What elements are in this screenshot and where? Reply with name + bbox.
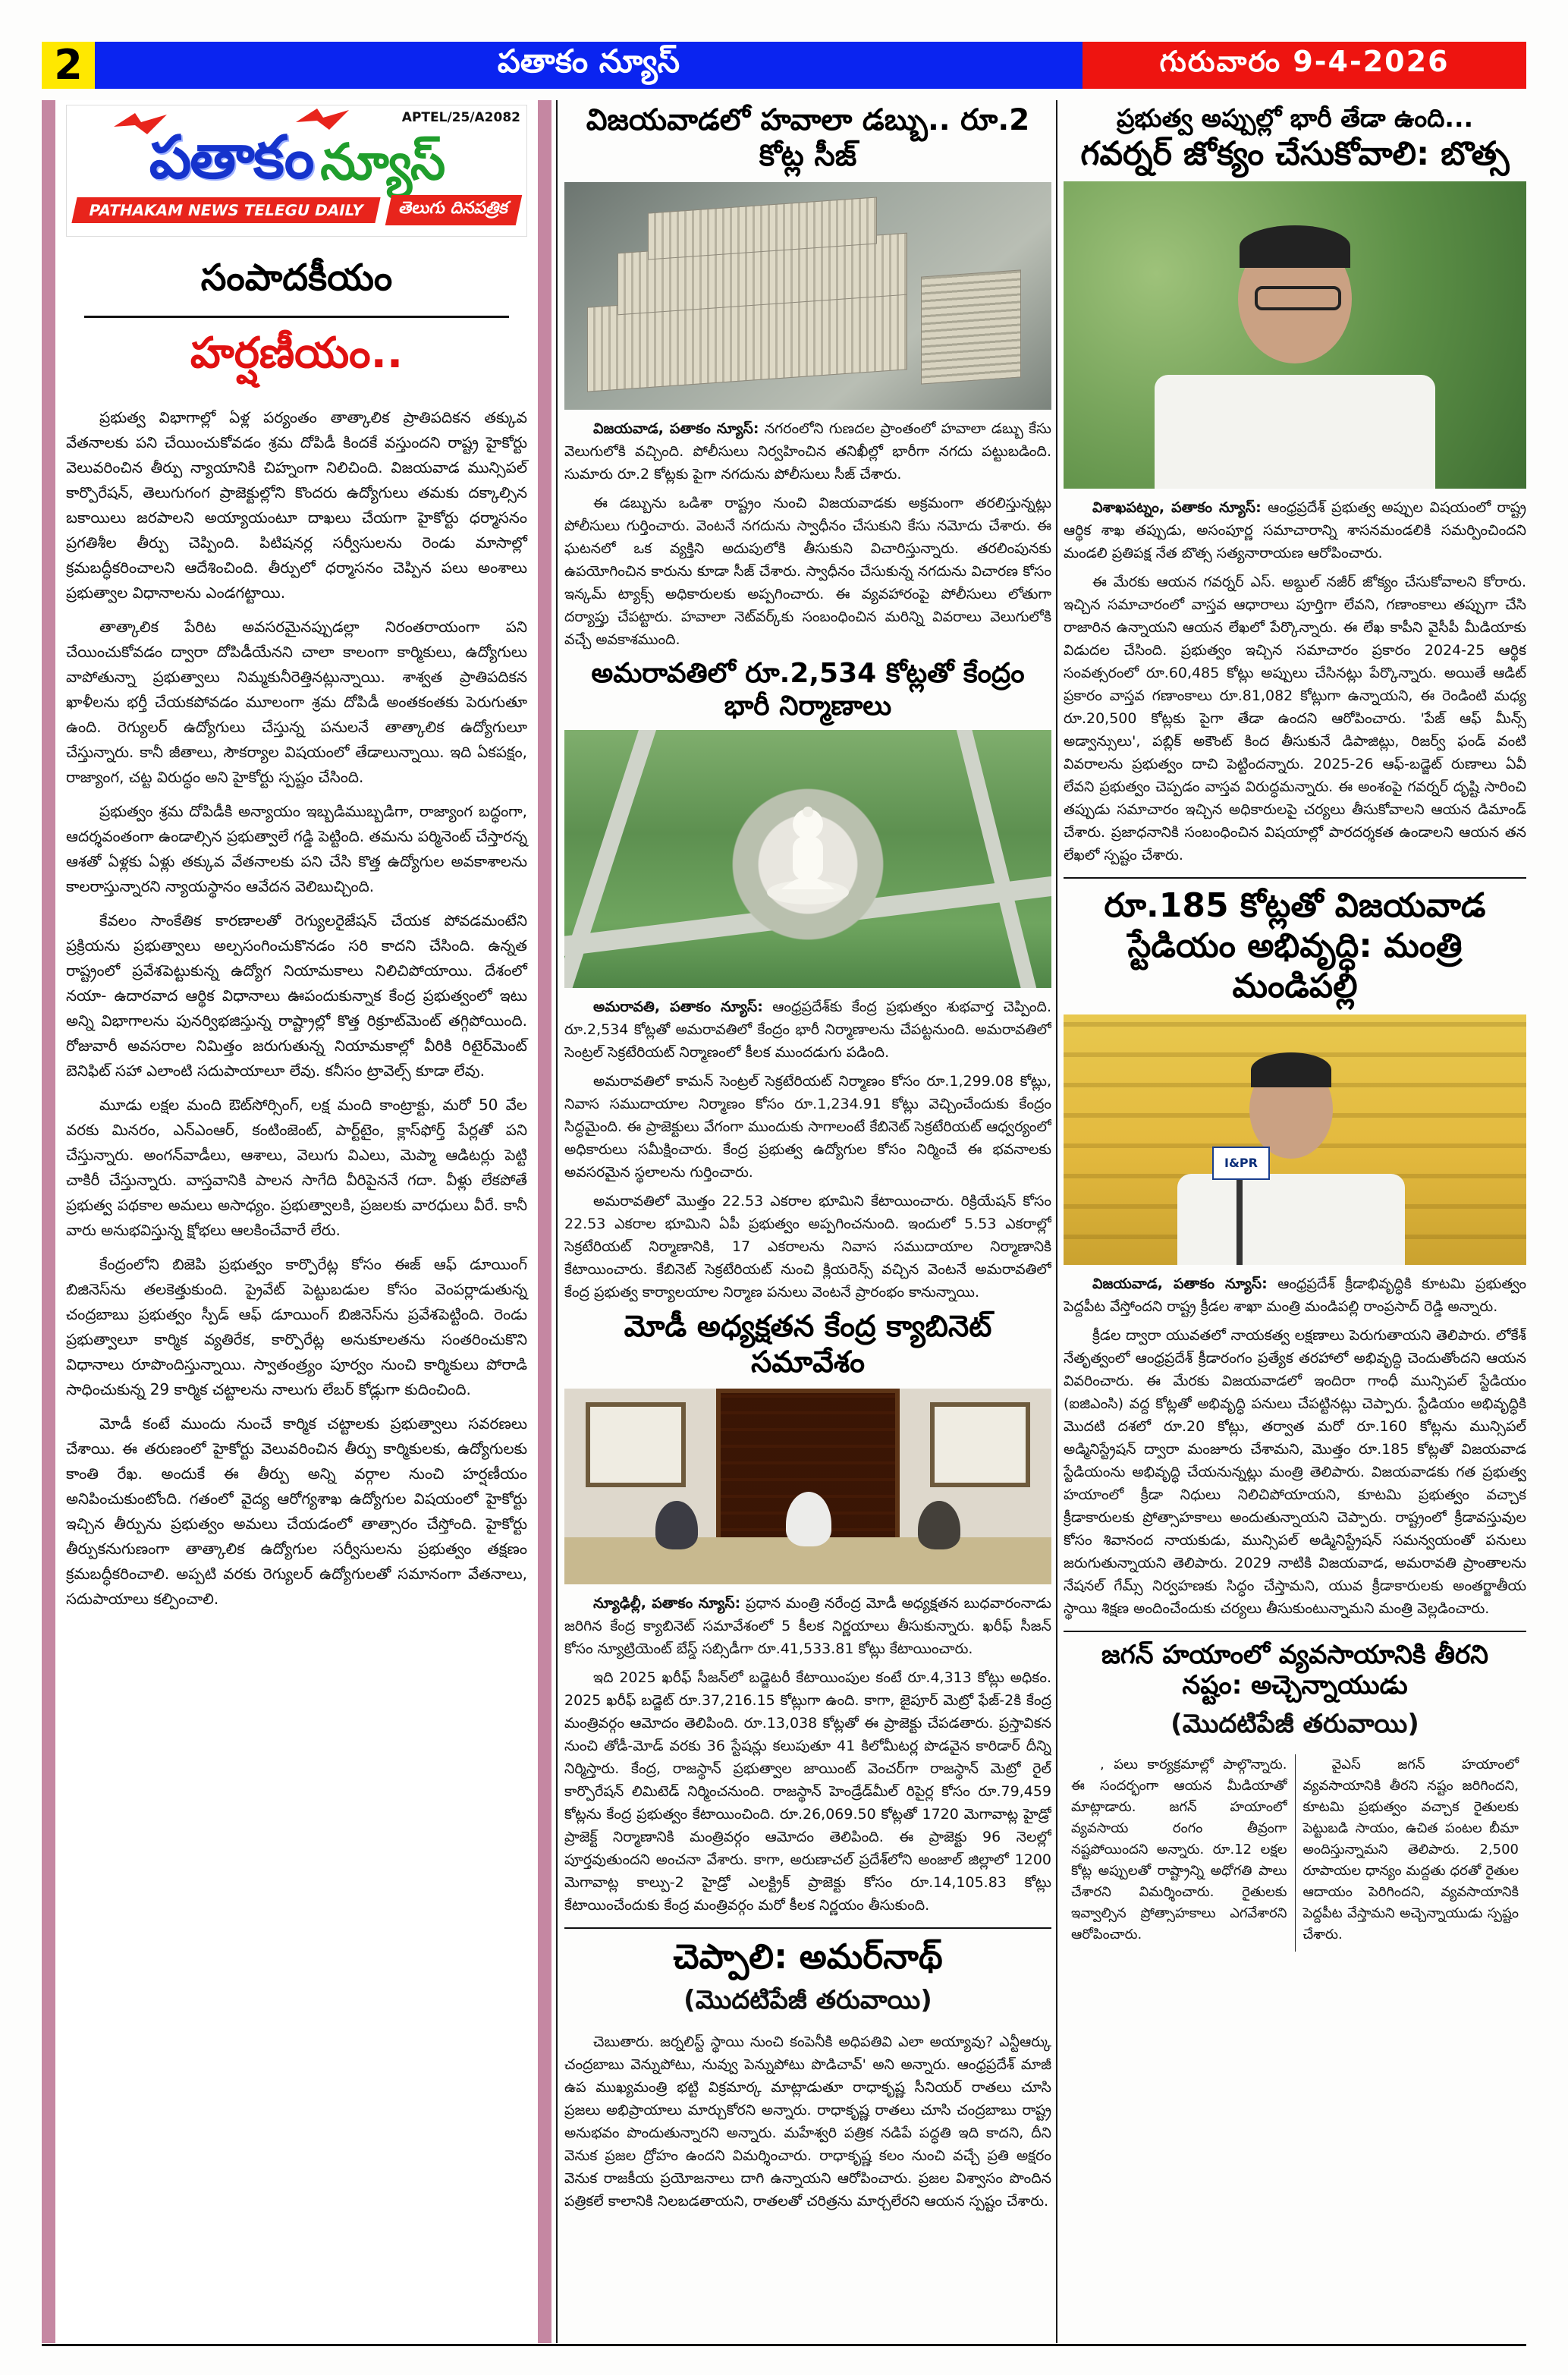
article-headline: మోడీ అధ్యక్షతన కేంద్ర క్యాబినెట్ సమావేశం (624, 1309, 992, 1379)
editorial-body (66, 405, 527, 1612)
mic-flag-label: I&PR (1212, 1147, 1270, 1180)
editorial-title: హర్షణీయం.. (190, 329, 404, 379)
person-shape (918, 1501, 960, 1549)
date-banner: గురువారం 9-4-2026 (1083, 42, 1526, 89)
cash-bundle-shape (921, 269, 1021, 384)
two-column-body (1064, 1754, 1526, 1952)
lead-text: ప్రధాన మంత్రి నరేంద్ర మోడీ అధ్యక్షతన బుధవారంనాడు జరిగిన కేంద్ర క్యాబినెట్ సమావేశంలో 5 కీలక నిర్ణయాలు తీసుకున్నారు. ఖరీఫ్ సీజన్ కోసం న్యూట్రియెంట్ బేస్డ్ సబ్సిడీగా రూ.41,533.81 కోట్లు కేటాయించారు. (564, 1594, 1051, 1657)
botsa-portrait-photo (1064, 181, 1526, 489)
body-paragraphs (1064, 1324, 1526, 1620)
ribbon-telugu-label: తెలుగు దినపత్రిక (385, 195, 522, 225)
logo-ribbon (74, 195, 519, 225)
lead-text: ఆంధ్రప్రదేశ్ క్రీడాభివృద్ధికి కూటమి ప్రభుత్వం పెద్దపీట వేస్తోందని రాష్ట్ర క్రీడల శాఖా మంత్రి మండిపల్లి రాంప్రసాద్ రెడ్డి అన్నారు. (1064, 1275, 1526, 1315)
flag-icon (294, 107, 350, 133)
person-shape (655, 1501, 698, 1549)
lead-text: నగరంలోని గుణదల ప్రాంతంలో హవాలా డబ్బు కేసు వెలుగులోకి వచ్చింది. పోలీసులు నిర్వహించిన తనిఖీల్లో భారీగా నగదు పట్టుబడింది. సుమారు రూ.2 కోట్లకు పైగా నగదును పోలీసులు సీజ్ చేశారు. (564, 420, 1051, 483)
road-shape (952, 730, 1044, 988)
column-divider-right (1056, 100, 1057, 2343)
article-separator (564, 1927, 1051, 1929)
middle-column (564, 100, 1051, 2343)
article-body (1064, 1272, 1526, 1620)
hair-shape (1251, 1052, 1331, 1087)
body-paragraphs (564, 2031, 1051, 2213)
paragraph: తాత్కాలిక పేరిట అవసరమైనప్పుడల్లా నిరంతరాయంగా పని చేయించుకోవడం ద్వారా దోపిడీయేనని చాలా కాలంగా కార్మికులు, ఉద్యోగులు వాపోతున్నా ప్రభుత్వాలు నిమ్మకునీరెత్తినట్లున్నాయి. శాశ్వత ప్రాతిపదికన ఖాళీలను భర్తీ చేయకపోవడం మూలంగా శ్రమ దోపిడీ అంతకంతకు పెరుగుతూ ఉంది. రెగ్యులర్ ఉద్యోగులు చేస్తున్న పనులనే తాత్కాలిక ఉద్యోగులూ చేస్తున్నారు. కానీ జీతాలు, సౌకర్యాల విషయంలో తేడాలున్నాయి. ఇది ఏకపక్షం, రాజ్యాంగ, చట్ట విరుద్ధం అని హైకోర్టు స్పష్టం చేసింది. (66, 618, 527, 787)
flag-icon (112, 112, 168, 137)
article-governor-botsa (1064, 103, 1526, 867)
paragraph: అమరావతిలో మొత్తం 22.53 ఎకరాల భూమిని కేటాయించారు. రిక్రియేషన్ కోసం 22.53 ఎకరాల భూమిని ఏపీ ప్రభుత్వం అప్పగించనుంది. ఇందులో 5.53 ఎకరాల్లో సెక్రటేరియట్ నిర్మాణానికి, 17 ఎకరాలను నివాస సముదాయాల నిర్మాణానికి కేటాయించారు. కేబినెట్ సెక్రటేరియట్ నుంచి క్లియరెన్స్ వచ్చిన వెంటనే అమరావతిలో కేంద్ర ప్రభుత్వ కార్యాలయాల నిర్మాణ పనులు వెంటనే ప్రారంభం కానున్నాయి. (564, 1192, 1051, 1301)
editorial-section-heading: సంపాదకీయం (200, 256, 393, 300)
continuation-note: (మొదటిపేజీ తరువాయి) (1171, 1709, 1419, 1740)
article-body (564, 2031, 1051, 2213)
article-separator (1064, 877, 1526, 879)
cabinet-meeting-photo (564, 1389, 1051, 1584)
paragraph: కేవలం సాంకేతిక కారణాలతో రెగ్యులరైజేషన్ చేయక పోవడమంటేని ప్రక్రియను ప్రభుత్వాలు అల్పసంగించుకొనడం సరి కాదని చేసింది. ఉన్నత రాష్ట్రంలో ప్రవేశపెట్టుకున్న ఉద్యోగ నియామకాలు నిలిచిపోయాయి. దేశంలో నయా- ఉదారవాద ఆర్థిక విధానాలు ఊపందుకున్నాక కేంద్ర ప్రభుత్వంలో ఇటు అన్ని విభాగాలను పునర్విభజిస్తున్న రాష్ట్రాల్లో కొత్త రిక్రూట్‌మెంట్ తగ్గిపోయింది. రోజువారీ అవసరాల నిమిత్తం జరుగుతున్న నియామకాల్లో వీరికి రిటైర్‌మెంట్ బెనిఫిట్ సహా ఎలాంటి సదుపాయాలూ లేవు. కనీసం ట్రావెల్స్ కూడా లేవు. (66, 911, 527, 1081)
article-cheppali-amarnath (564, 1936, 1051, 2213)
lead-text: ఆంధ్రప్రదేశ్‌కు కేంద్ర ప్రభుత్వం శుభవార్త చెప్పింది. రూ.2,534 కోట్లతో అమరావతిలో కేంద్రం భారీ నిర్మాణాలను చేపట్టనుంది. అమరావతిలో సెంట్రల్ సెక్రటేరియట్ నిర్మాణంలో కీలక ముందడుగు పడింది. (564, 998, 1051, 1061)
article-headline: చెప్పాలి: అమర్‌నాథ్ (673, 1936, 943, 1977)
body-paragraphs (564, 1666, 1051, 1917)
column-divider-left (556, 100, 558, 2343)
article-kicker: ప్రభుత్వ అప్పుల్లో భారీ తేడా ఉంది... (1116, 103, 1474, 133)
shirt-shape (1155, 375, 1435, 489)
article-body (564, 1592, 1051, 1917)
paragraph: కేంద్రంలోని బిజెపి ప్రభుత్వం కార్పొరేట్ల కోసం ఈజ్ ఆఫ్ డూయింగ్ బిజినెస్‌ను తలకెత్తుకుంది. ప్రైవేట్ పెట్టుబడుల కోసం వెంపర్లాడుతున్న చంద్రబాబు ప్రభుత్వం స్పీడ్ ఆఫ్ డూయింగ్ బిజినెస్‌ను ప్రవేశపెట్టింది. రెండు ప్రభుత్వాలూ కార్మిక వ్యతిరేక, కార్పొరేట్ల అనుకూలతను సంతరించుకొని విధానాలు రూపొందిస్తున్నాయి. స్వాతంత్ర్యం పూర్వం నుంచి కార్మికులు పోరాడి సాధించుకున్న 29 కార్మిక చట్టాలను నాలుగు లేబర్ కోడ్లుగా కుదించింది. (66, 1255, 527, 1399)
page-header (42, 42, 1526, 89)
registration-number: APTEL/25/A2082 (401, 110, 520, 125)
paragraph: ప్రభుత్వం శ్రమ దోపిడీకి అన్యాయం ఇబ్బడిముబ్బడిగా, రాజ్యాంగ బద్ధంగా, ఆదర్శవంతంగా ఉండాల్సిన ప్రభుత్వాలే గడ్డి పెట్టింది. తమను పర్మినెంట్ చేస్తారన్న ఆశతో ఏళ్లకు ఏళ్లు తక్కువ వేతనాలకు పని చేసి కొత్త ఉద్యోగుల అవకాశాలను కాలరాస్తున్నారని న్యాయస్థానం ఆవేదన వెలిబుచ్చింది. (66, 802, 527, 896)
masthead-title: పతాకం న్యూస్ (95, 42, 1083, 89)
mandipalli-press-photo (1064, 1014, 1526, 1265)
dateline: విజయవాడ, పతాకం న్యూస్: (593, 420, 759, 437)
wall-frame-shape (930, 1402, 1030, 1487)
dateline: విశాఖపట్నం, పతాకం న్యూస్: (1092, 499, 1262, 517)
body-paragraphs (564, 1070, 1051, 1304)
article-headline: జగన్ హయాంలో వ్యవసాయానికి తీరని నష్టం: అచ్చెన్నాయుడు (1101, 1639, 1489, 1701)
dateline: న్యూఢిల్లీ, పతాకం న్యూస్: (593, 1594, 741, 1612)
paragraph: వైఎస్ జగన్ హయాంలో వ్యవసాయానికి తీరని నష్టం జరిగిందని, కూటమి ప్రభుత్వం వచ్చాక రైతులకు పెట్టుబడి సాయం, ఉచిత పంటల బీమా అందిస్తున్నామని తెలిపారు. 2,500 రూపాయల ధాన్యం మద్దతు ధరతో రైతుల ఆదాయం పెరిగిందని, వ్యవసాయానికి పెద్దపీట వేస్తామని అచ్చెన్నాయుడు స్పష్టం చేశారు. (1302, 1757, 1519, 1943)
wall-frame-shape (586, 1402, 686, 1487)
body-left-subcolumn (1064, 1754, 1295, 1952)
article-body (564, 996, 1051, 1304)
article-headline: రూ.185 కోట్లతో విజయవాడ స్టేడియం అభివృద్ధి: మంత్రి మండిపల్లి (1104, 886, 1486, 1005)
dateline: అమరావతి, పతాకం న్యూస్: (593, 998, 763, 1015)
logo-title-row (71, 124, 522, 192)
lead-text: ఆంధ్రప్రదేశ్ ప్రభుత్వ అప్పుల విషయంలో రాష్ట్ర ఆర్థిక శాఖ తప్పుడు, అసంపూర్ణ సమాచారాన్ని శాసనమండలికి సమర్పించిందని మండలి ప్రతిపక్ష నేత బొత్స సత్యనారాయణ ఆరోపించారు. (1064, 499, 1526, 562)
body-paragraphs (1064, 571, 1526, 867)
article-headline: అమరావతిలో రూ.2,534 కోట్లతో కేంద్రం భారీ నిర్మాణాలు (591, 657, 1025, 722)
article-amaravati-construction (564, 657, 1051, 1304)
glasses-shape (1255, 286, 1341, 310)
paragraph: అమరావతిలో కామన్ సెంట్రల్ సెక్రటేరియట్ నిర్మాణం కోసం రూ.1,299.08 కోట్లు, నివాస సముదాయాల నిర్మాణం కోసం రూ.1,234.91 కోట్లు వెచ్చించేందుకు కేంద్రం సిద్ధమైంది. ఈ ప్రాజెక్టులు వేగంగా ముందుకు సాగాలంటే కేబినెట్ సెక్రటేరియట్ ఆధ్వర్యంలో అధికారులు సమీక్షించారు. కేంద్ర ప్రభుత్వ ఉద్యోగుల కోసం నిర్మించే ఈ భవనాలకు అవసరమైన స్థలాలను గుర్తించారు. (564, 1072, 1051, 1181)
shirt-shape (1177, 1174, 1405, 1265)
paragraph: ఈ డబ్బును ఒడిశా రాష్ట్రం నుంచి విజయవాడకు అక్రమంగా తరలిస్తున్నట్లు పోలీసులు గుర్తించారు. వెంటనే నగదును స్వాధీనం చేసుకుని కేసు నమోదు చేశారు. ఈ ఘటనలో ఒక వ్యక్తిని అదుపులోకి తీసుకుని విచారిస్తున్నారు. తరలింపునకు ఉపయోగించిన కారును కూడా సీజ్ చేశారు. స్వాధీనం చేసుకున్న నగదును విచారణ కోసం ఇన్కమ్ ట్యాక్స్ అధికారులకు అప్పగించారు. ఈ వ్యవహారంపై పోలీసులు లోతుగా దర్యాప్తు చేపట్టారు. హవాలా నెట్‌వర్క్‌కు సంబంధించిన మరిన్ని వివరాలు వెలుగులోకి వచ్చే అవకాశముంది. (564, 494, 1051, 648)
editorial-divider (84, 316, 508, 318)
microphone-shape (1236, 1174, 1243, 1265)
article-body (564, 417, 1051, 651)
paragraph: ఇది 2025 ఖరీఫ్ సీజన్‌లో బడ్జెటరీ కేటాయింపుల కంటే రూ.4,313 కోట్లు అధికం. 2025 ఖరీఫ్ బడ్జెట్ రూ.37,216.15 కోట్లుగా ఉంది. కాగా, జైపూర్ మెట్రో ఫేజ్-2కి కేంద్ర మంత్రివర్గం ఆమోదం తెలిపింది. రూ.13,038 కోట్లతో ఈ ప్రాజెక్టు చేపడతారు. ప్రస్తావికన నుంచి తోడీ-మోడ్ వరకు 36 స్టేషన్లు కలుపుతూ 41 కిలోమీటర్ల పొడవైన కారిడార్ దీన్ని నిర్మిస్తారు. కేంద్ర, రాజస్థాన్ ప్రభుత్వాల జాయింట్ వెంచర్‌గా రాజస్థాన్ మెట్రో రైల్ కార్పొరేషన్ లిమిటెడ్ నిర్మించనుంది. రాజస్థాన్ హెండ్రేడ్‌మీల్ రిపైర్ల కోసం రూ.79,459 కోట్లను కేంద్ర ప్రభుత్వం కేటాయించింది. రూ.26,069.50 కోట్లతో 1720 మెగావాట్ల హైడ్రో ప్రాజెక్ట్ నిర్మాణానికి మంత్రివర్గం ఆమోదం తెలిపింది. ఈ ప్రాజెక్టు 96 నెలల్లో పూర్తవుతుందని అంచనా వేశారు. కాగా, అరుణాచల్ ప్రదేశ్‌లోని అంజాల్ జిల్లాలో 1200 మెగావాట్ల కాల్పు-2 హైడ్రో ఎలక్ట్రిక్ ప్రాజెక్టు కోసం రూ.14,105.83 కోట్లు కేటాయించేందుకు కేంద్ర మంత్రివర్గం మరో కీలక నిర్ణయం తీసుకుంది. (564, 1669, 1051, 1914)
hair-shape (1240, 225, 1350, 268)
article-jagan-achchennaidu (1064, 1640, 1526, 1952)
article-cabinet-meeting (564, 1310, 1051, 1917)
article-headline: విజయవాడలో హవాలా డబ్బు.. రూ.2 కోట్ల సీజ్ (586, 103, 1030, 173)
logo-title-news: న్యూస్ (320, 132, 445, 191)
article-body (1064, 496, 1526, 867)
newspaper-logo (66, 105, 527, 237)
paragraph: ఈ మేరకు ఆయన గవర్నర్ ఎస్. అబ్దుల్ నజీర్ జోక్యం చేసుకోవాలని కోరారు. ఇచ్చిన సమాచారంలో వాస్తవ ఆధారాలు పూర్తిగా లేవని, గణాంకాలు తప్పుగా చేసి రాజారిన ఉన్నాయని ఆయన లేఖలో పేర్కొన్నారు. ఈ లేఖ కాపీని వైసీపీ మీడియాకు విడుదల చేసింది. ప్రభుత్వం ఇచ్చిన సమాచారం ప్రకారం 2024-25 ఆర్థిక సంవత్సరంలో రూ.60,485 కోట్లు అప్పులు చేసినట్లు పేర్కొన్నారు. అయితే ఆడిట్ ప్రకారం వాస్తవ గణాంకాలు రూ.81,082 కోట్లుగా ఉన్నాయని, ఈ రెండింటి మధ్య రూ.20,500 కోట్లకు పైగా తేడా ఉందని ఆరోపించారు. 'పేజ్ ఆఫ్ మీన్స్ అడ్వాన్సులు', పబ్లిక్ అకౌంట్ కింద తీసుకునే డిపాజిట్లు, రిజర్వ్ ఫండ్ వంటి వివరాలను ప్రభుత్వం దాచి పెట్టిందన్నారు. 2025-26 ఆఫ్-బడ్జెట్ రుణాలు ఏవీ లేవని ప్రభుత్వం చెప్పడం వాస్తవ విరుద్ధమన్నారు. ఈ అంశంపై గవర్నర్ దృష్టి సారించి తప్పుడు సమాచారం ఇచ్చిన అధికారులపై చర్యలు తీసుకోవాలని ఆయన డిమాండ్ చేశారు. ప్రజాధనానికి సంబంధించిన విషయాల్లో పారదర్శకత ఉండాలని ఆయన తన లేఖలో స్పష్టం చేశారు. (1064, 574, 1526, 864)
article-separator (1064, 1631, 1526, 1632)
continuation-note: (మొదటిపేజీ తరువాయి) (683, 1984, 932, 2015)
ribbon-english-label: PATHAKAM NEWS TELEGU DAILY (71, 197, 380, 223)
paragraph: , పలు కార్యక్రమాల్లో పాల్గొన్నారు. ఈ సందర్భంగా ఆయన మీడియాతో మాట్లాడారు. జగన్ హయాంలో వ్యవసాయ రంగం తీవ్రంగా నష్టపోయిందని అన్నారు. రూ.12 లక్షల కోట్ల అప్పులతో రాష్ట్రాన్ని అధోగతి పాలు చేశారని విమర్శించారు. రైతులకు ఇవ్వాల్సిన ప్రోత్సాహకాలు ఎగవేశారని ఆరోపించారు. (1071, 1757, 1287, 1943)
article-stadium-mandipalli (1064, 886, 1526, 1619)
amaravati-aerial-photo (564, 730, 1051, 988)
logo-title-telugu: పతాకం (149, 124, 313, 192)
buddha-statue-shape (762, 792, 853, 906)
paragraph: క్రీడల ద్వారా యువతలో నాయకత్వ లక్షణాలు పెరుగుతాయని తెలిపారు. లోకేశ్ నేతృత్వంలో ఆంధ్రప్రదేశ్ క్రీడారంగం ప్రత్యేక తరహాలో అభివృద్ధి చెందుతోందని ఆయన వివరించారు. ఈ మేరకు విజయవాడలో ఇందిరా గాంధీ మున్సిపల్ స్టేడియం (ఐజిఎంసి) వద్ద కోట్లతో అభివృద్ధి పనులు చేపట్టినట్లు చెప్పారు. స్టేడియం అభివృద్ధికి మొదటి దశలో రూ.20 కోట్లు, తర్వాత మరో రూ.160 కోట్లను మున్సిపల్ అడ్మినిస్ట్రేషన్ ద్వారా మంజూరు చేశామని, మొత్తం రూ.185 కోట్లతో విజయవాడ స్టేడియంను అభివృద్ధి చేయనున్నట్లు మంత్రి తెలిపారు. విజయవాడకు గత ప్రభుత్వ హయాంలో క్రీడా నిధులు నిలిచిపోయాయని, కూటమి ప్రభుత్వం వచ్చాక క్రీడాకారులకు ప్రోత్సాహకాలు అందుతున్నాయని చెప్పారు. రాష్ట్రంలో క్రీడావస్తువుల కోసం శివానంద నాయకుడు, మున్సిపల్ అడ్మినిస్ట్రేషన్ సమన్వయంతో పనులు జరుగుతున్నాయని తెలిపారు. 2029 నాటికి విజయవాడ, అమరావతి ప్రాంతాలను నేషనల్ గేమ్స్ నిర్వహణకు సిద్ధం చేస్తామని, యువ క్రీడాకారులకు అంతర్జాతీయ స్థాయి శిక్షణ అందించేందుకు చర్యలు తీసుకుంటున్నామని మంత్రి వెల్లడించారు. (1064, 1326, 1526, 1617)
paragraph: ప్రభుత్వ విభాగాల్లో ఏళ్ల పర్యంతం తాత్కాలిక ప్రాతిపదికన తక్కువ వేతనాలకు పని చేయించుకోవడం శ్రమ దోపిడీ కిందకే వస్తుందని రాష్ట్ర హైకోర్టు వెలువరించిన తీర్పు న్యాయానికి చిహ్నంగా నిలిచింది. విజయవాడ మున్సిపల్ కార్పొరేషన్, తెలుగుగంగ ప్రాజెక్టుల్లోని కొందరు ఉద్యోగులు తమకు దక్కాల్సిన బకాయిలు జరపాలని అయ్యాయంటూ దాఖలు చేయగా హైకోర్టు ధర్మాసనం ప్రగతిశీల తీర్పు చెప్పింది. పిటిషనర్ల సర్వీసులను రెండు మాసాల్లో క్రమబద్ధీకరించాలని ఆదేశించింది. తీర్పులో ధర్మాసనం చెప్పిన పలు అంశాలు ప్రభుత్వాల విధానాలను ఎండగట్టాయి. (66, 408, 527, 602)
paragraph: మూడు లక్షల మంది ఔట్‌సోర్సింగ్, లక్ష మంది కాంట్రాక్టు, మరో 50 వేల వరకు మినరం, ఎన్‌ఎంఆర్, కంటింజెంట్, పార్ట్‌టైం, క్లాస్‌ఫోర్త్ పేర్లతో పని చేస్తున్నారు. అంగన్‌వాడీలు, ఆశాలు, వెలుగు విఎలు, మెప్మా ఆడిటర్లు పెట్టి చాకిరీ చేస్తున్నారు. వాస్తవానికి పాలన సాగేది వీరిపైననే గదా. వీళ్లు లేకపోతే ప్రభుత్వ పథకాల అమలు అసాధ్యం. ప్రభుత్వాలకి, ప్రజలకు వారధులు వీరే. కానీ వారు అనుభవిస్తున్న క్షోభలు ఆలకించేవారే లేరు. (66, 1096, 527, 1240)
page-number: 2 (42, 42, 95, 89)
bottom-rule (42, 2344, 1526, 2346)
paragraph: చెబుతారు. జర్నలిస్ట్ స్థాయి నుంచి కంపెనీకి అధిపతివి ఎలా అయ్యావు? ఎన్టీఆర్కు చంద్రబాబు వెన్నుపోటు, నువ్వు పెన్నుపోటు పొడిచావ్' అని అన్నారు. ఆంధ్రప్రదేశ్ మాజీ ఉప ముఖ్యమంత్రి భట్టి విక్రమార్క మాట్లాడుతూ రాధాకృష్ణ సీనియర్ రాతలు చూసి ప్రజలు అభిప్రాయాలు మార్చుకోరని అన్నారు. రాధాకృష్ణ రాతలు చూసి చంద్రబాబు రాష్ట్ర అనుభవం పొందుతున్నారని అన్నారు. మహేశ్వరి పత్రిక నడిపే పద్ధతి ఇది కాదని, దీని వెనుక ప్రజల ద్రోహం ఉందని విమర్శించారు. రాధాకృష్ణ కలం నుంచి వచ్చే ప్రతి అక్షరం వెనుక రాజకీయ ప్రయోజనాలు దాగి ఉన్నాయని ఆరోపించారు. ప్రజల విశ్వాసం పొందిన పత్రికలే కాలానికి నిలబడతాయని, రాతలతో చరిత్రను మార్చలేరని ఆయన స్పష్టం చేశారు. (564, 2033, 1051, 2210)
hawala-cash-photo (564, 182, 1051, 410)
right-column (1064, 100, 1526, 2343)
dateline: విజయవాడ, పతాకం న్యూస్: (1092, 1275, 1268, 1292)
editorial-column (42, 100, 551, 2343)
body-right-subcolumn (1295, 1754, 1527, 1952)
body-paragraphs (564, 492, 1051, 651)
paragraph: మోడీ కంటే ముందు నుంచే కార్మిక చట్టాలకు ప్రభుత్వాలు సవరణలు చేశాయి. ఈ తరుణంలో హైకోర్టు వెలువరించిన తీర్పు కార్మికులకు, ఉద్యోగులకు కాంతి రేఖ. అందుకే ఈ తీర్పు అన్ని వర్గాల నుంచి హర్షణీయం అనిపించుకుంటోంది. గతంలో వైద్య ఆరోగ్యశాఖ ఉద్యోగుల విషయంలో హైకోర్టు ఇచ్చిన తీర్పును ప్రభుత్వం అమలు చేయడంలో తాత్సారం చేస్తోంది. హైకోర్టు తీర్పుకనుగుణంగా తాత్కాలిక ఉద్యోగుల సర్వీసులను ప్రభుత్వం తక్షణం క్రమబద్ధీకరించాలి. అప్పటి వరకు రెగ్యులర్ ఉద్యోగులతో సమానంగా వేతనాలు, సదుపాయాలు కల్పించాలి. (66, 1414, 527, 1609)
article-hawala-cash (564, 103, 1051, 651)
article-headline: గవర్నర్ జోక్యం చేసుకోవాలి: బొత్స (1080, 134, 1510, 173)
